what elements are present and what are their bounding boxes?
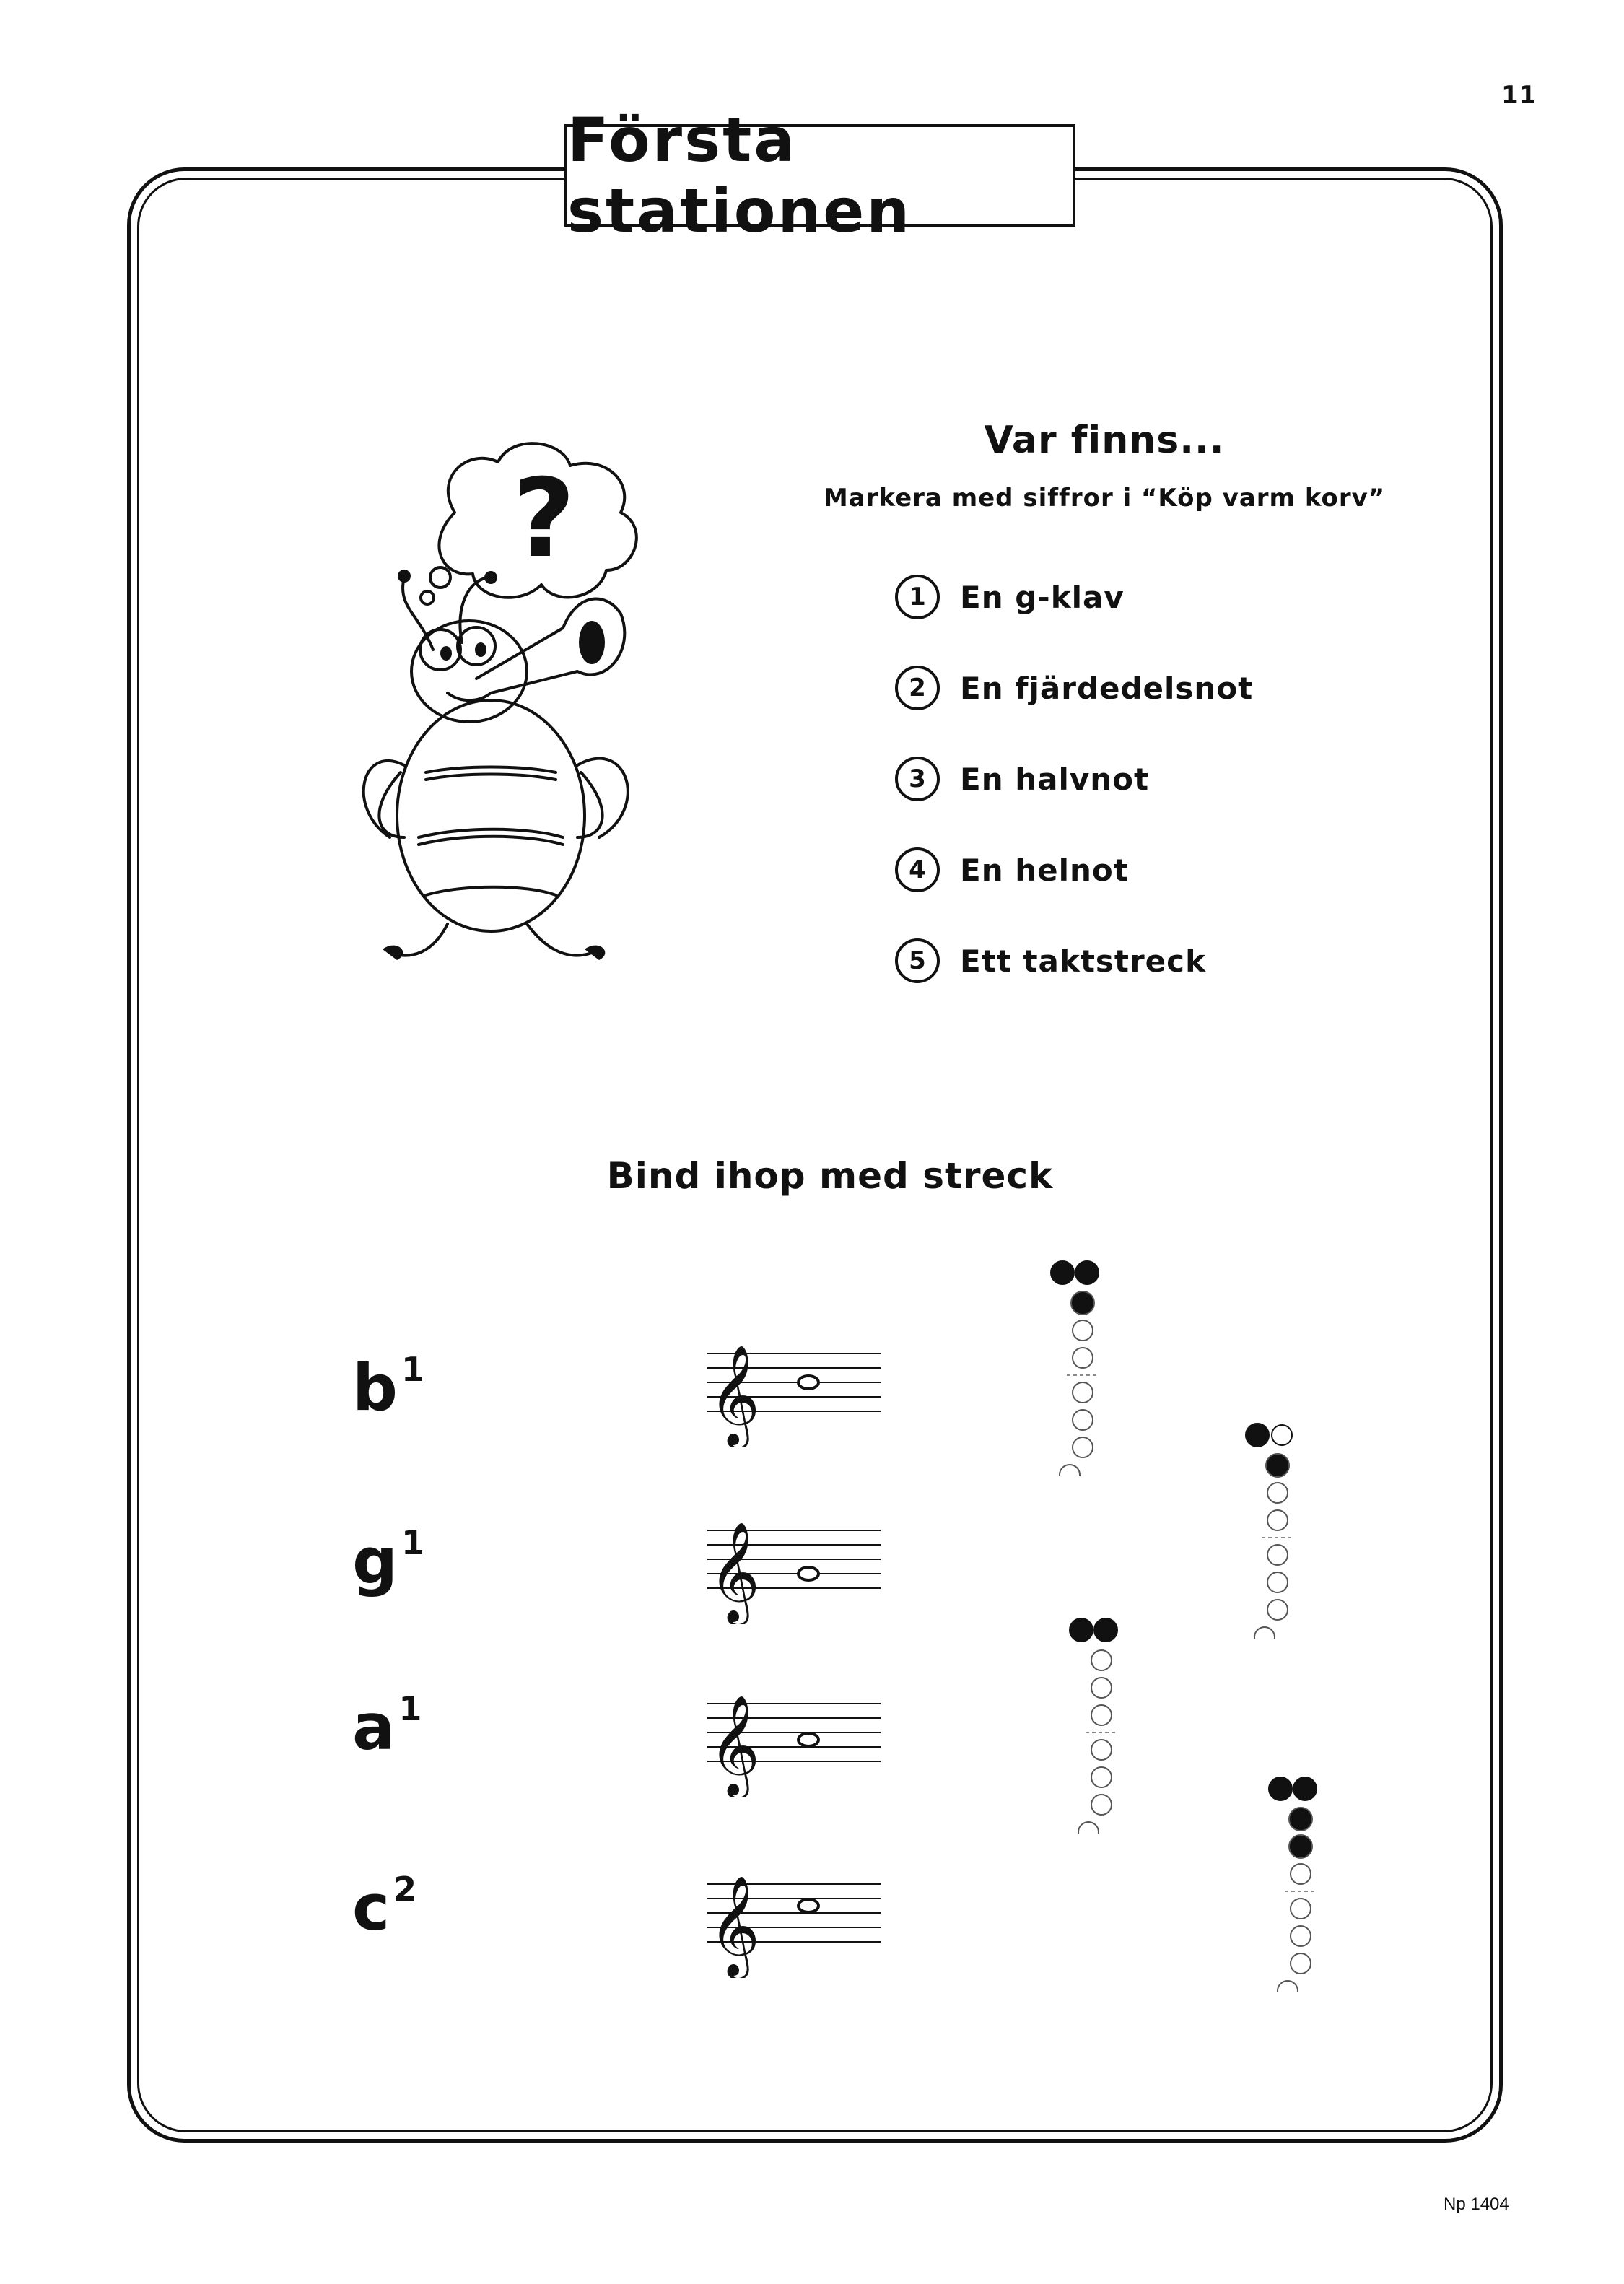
fingering-hole — [1091, 1740, 1112, 1760]
fingering-hole — [1291, 1864, 1311, 1884]
note-octave: 1 — [398, 1689, 423, 1728]
whole-note — [798, 1567, 818, 1580]
fingering-hole — [1073, 1348, 1093, 1368]
treble-clef-icon: 𝄞 — [709, 1695, 760, 1795]
note-name-a1 — [352, 1689, 422, 1764]
note-octave: 1 — [401, 1523, 426, 1562]
staff-g1 — [707, 1501, 881, 1624]
question-item — [895, 572, 1125, 622]
note-letter: c — [352, 1870, 391, 1945]
fingering-hole — [1073, 1410, 1093, 1430]
question-item — [895, 936, 1206, 986]
item-text: Ett taktstreck — [960, 943, 1206, 979]
fingering-hole — [1267, 1483, 1288, 1503]
note-letter: b — [352, 1351, 398, 1425]
fingering-thumb-hole — [1272, 1425, 1292, 1445]
fingering-hole — [1078, 1822, 1099, 1834]
fingering-thumb-hole — [1246, 1424, 1269, 1447]
fingering-hole — [1289, 1808, 1312, 1831]
fingering-hole — [1091, 1767, 1112, 1787]
item-text: En helnot — [960, 852, 1129, 888]
fingering-hole — [1091, 1705, 1112, 1725]
fingering-thumb-hole — [1051, 1261, 1074, 1284]
fingering-chart-4 — [1265, 1776, 1337, 1992]
item-text: En halvnot — [960, 761, 1150, 797]
item-number-badge: 5 — [895, 938, 940, 983]
fingering-hole — [1291, 1926, 1311, 1946]
item-text: En fjärdedelsnot — [960, 670, 1254, 706]
whole-note — [798, 1899, 818, 1912]
fingering-thumb-hole — [1293, 1777, 1317, 1800]
treble-clef-icon: 𝄞 — [709, 1522, 760, 1622]
fingering-thumb-hole — [1094, 1618, 1117, 1642]
svg-text:?: ? — [512, 456, 576, 582]
fingering-hole — [1060, 1465, 1080, 1476]
note-letter: g — [352, 1524, 398, 1598]
fingering-chart-1 — [1047, 1260, 1119, 1476]
fingering-hole — [1289, 1835, 1312, 1858]
fingering-hole — [1267, 1572, 1288, 1592]
fingering-hole — [1071, 1291, 1094, 1315]
item-number-badge: 3 — [895, 757, 940, 801]
fingering-hole — [1254, 1627, 1275, 1639]
item-text: En g-klav — [960, 579, 1125, 615]
fingering-chart-2 — [1241, 1422, 1314, 1639]
whole-note — [798, 1733, 818, 1746]
fingering-thumb-hole — [1075, 1261, 1099, 1284]
page-number: 11 — [1501, 81, 1537, 110]
fingering-hole — [1266, 1454, 1289, 1477]
staff-c2 — [707, 1855, 881, 1978]
item-number-badge: 1 — [895, 575, 940, 619]
fingering-hole — [1091, 1650, 1112, 1670]
fingering-hole — [1073, 1437, 1093, 1457]
question-instruction: Markera med siffror i “Köp varm korv” — [823, 484, 1386, 513]
note-octave: 2 — [393, 1870, 418, 1909]
note-name-c2 — [352, 1870, 417, 1945]
item-number-badge: 4 — [895, 847, 940, 892]
fingering-hole — [1278, 1981, 1298, 1992]
fingering-chart-3 — [1065, 1617, 1138, 1834]
fingering-hole — [1073, 1320, 1093, 1341]
title-box — [564, 105, 1075, 246]
staff-a1 — [707, 1675, 881, 1797]
item-number-badge: 2 — [895, 666, 940, 710]
question-item — [895, 754, 1149, 804]
note-name-g1 — [352, 1523, 425, 1598]
fingering-hole — [1291, 1899, 1311, 1919]
question-item — [895, 663, 1253, 713]
whole-note — [798, 1376, 818, 1389]
fingering-thumb-hole — [1269, 1777, 1292, 1800]
connect-heading: Bind ihop med streck — [606, 1155, 1054, 1197]
question-heading: Var finns... — [984, 419, 1225, 462]
fingering-hole — [1091, 1678, 1112, 1698]
publisher-code: Np 1404 — [1444, 2194, 1509, 2214]
treble-clef-icon: 𝄞 — [709, 1345, 760, 1445]
note-letter: a — [352, 1690, 396, 1764]
staff-b1 — [707, 1325, 881, 1447]
note-octave: 1 — [401, 1350, 426, 1389]
fingering-hole — [1291, 1953, 1311, 1974]
fingering-hole — [1267, 1545, 1288, 1565]
page-title: Första stationen — [567, 105, 912, 246]
fingering-hole — [1073, 1382, 1093, 1403]
bee-mascot-illustration — [346, 433, 693, 982]
fingering-thumb-hole — [1070, 1618, 1093, 1642]
fingering-hole — [1091, 1795, 1112, 1815]
treble-clef-icon: 𝄞 — [709, 1875, 760, 1976]
note-name-b1 — [352, 1350, 425, 1425]
fingering-hole — [1267, 1510, 1288, 1530]
question-item — [895, 845, 1129, 895]
fingering-hole — [1267, 1600, 1288, 1620]
